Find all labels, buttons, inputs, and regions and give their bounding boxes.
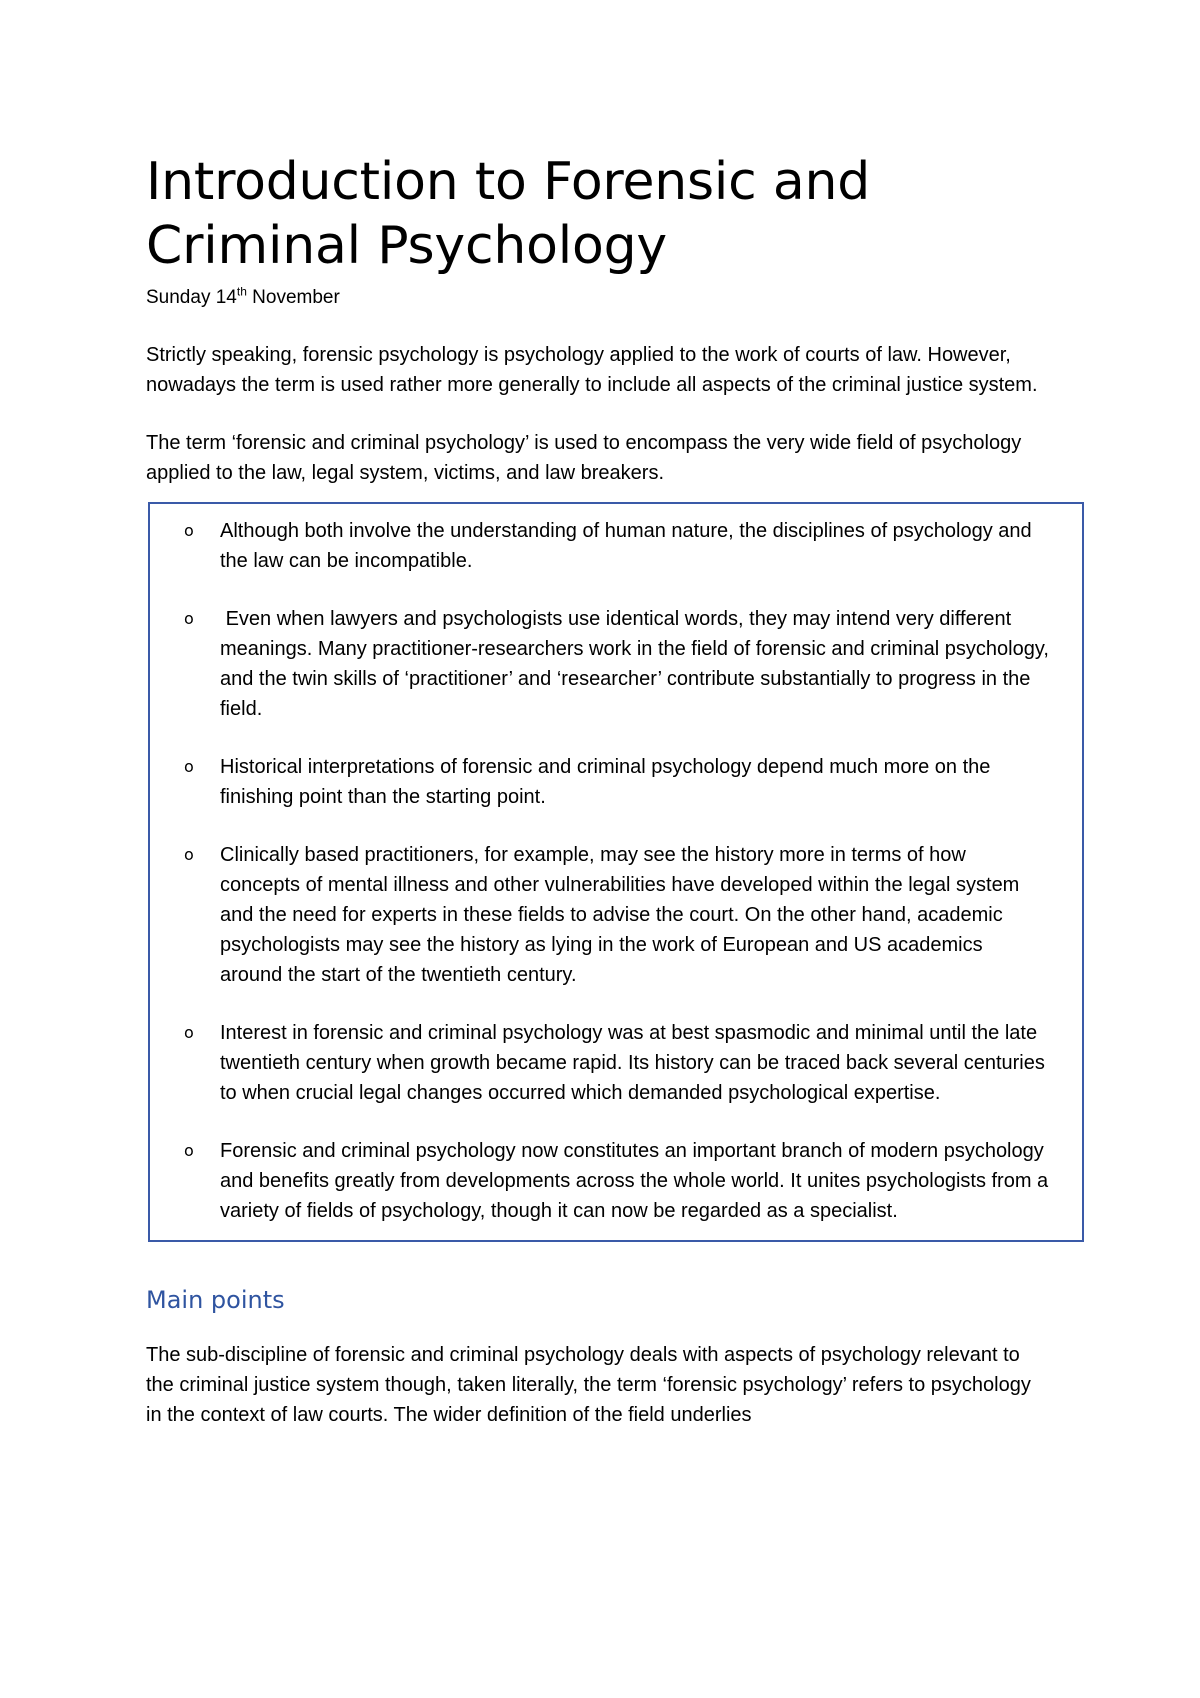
bullet-circle-icon: o (184, 521, 194, 540)
title-line-1: Introduction to Forensic and (146, 152, 871, 212)
list-item-text: Interest in forensic and criminal psychology was at best spasmodic and minimal until the late twentieth century when growth became rapid. Its history can be traced back several centuries to when crucial legal changes occurred which demanded psychological expertise. (220, 1022, 1045, 1104)
list-item (182, 604, 1055, 724)
page-title (146, 150, 1076, 278)
date-prefix: Sunday 14 (146, 287, 237, 308)
date-suffix: th (236, 284, 247, 299)
bullet-circle-icon: o (184, 1023, 194, 1042)
list-item (182, 752, 1050, 812)
list-item-text: Forensic and criminal psychology now constitutes an important branch of modern psychology and benefits greatly from developments across the whole world. It unites psychologists from a variety of fields of psychology, though it can now be regarded as a specialist. (220, 1140, 1049, 1222)
list-item (182, 1018, 1050, 1108)
list-item (182, 516, 1050, 576)
list-item (182, 1136, 1050, 1226)
title-line-2: Criminal Psychology (146, 216, 667, 276)
bullet-circle-icon: o (184, 757, 194, 776)
document-body (146, 150, 1076, 1430)
list-item-text: Historical interpretations of forensic and criminal psychology depend much more on the finishing point than the starting point. (220, 756, 991, 808)
list-item-text: Although both involve the understanding of human nature, the disciplines of psychology and the law can be incompatible. (220, 520, 1032, 572)
intro-paragraph-2: The term ‘forensic and criminal psychology’ is used to encompass the very wide field of psychology applied to the law, legal system, victims, and law breakers. (146, 432, 1022, 484)
key-points-box (148, 502, 1084, 1242)
list-item-text: Even when lawyers and psychologists use identical words, they may intend very different meanings. Many practitioner-researchers work in the field of forensic and criminal psychology, and the twin skills of ‘practitioner’ and ‘researcher’ contribute substantially to progress in the field. (220, 608, 1055, 720)
bullet-circle-icon: o (184, 845, 194, 864)
main-points-paragraph: The sub-discipline of forensic and criminal psychology deals with aspects of psychology relevant to the criminal justice system though, taken literally, the term ‘forensic psychology’ refers to psychology in the context of law courts. The wider definition of the field underlies (146, 1344, 1031, 1426)
main-points-heading: Main points (146, 1286, 285, 1314)
list-item (182, 840, 1050, 990)
intro-paragraph-1: Strictly speaking, forensic psychology is psychology applied to the work of courts of law. However, nowadays the term is used rather more generally to include all aspects of the criminal justice system. (146, 344, 1038, 396)
bullet-circle-icon: o (184, 1141, 194, 1160)
date-month: November (246, 287, 340, 308)
date-line (146, 284, 1076, 312)
bullet-circle-icon: o (184, 609, 194, 628)
list-item-text: Clinically based practitioners, for example, may see the history more in terms of how concepts of mental illness and other vulnerabilities have developed within the legal system and the need for experts in these fields to advise the court. On the other hand, academic psychologists may see the history as lying in the work of European and US academics around the start of the twentieth century. (220, 844, 1020, 986)
